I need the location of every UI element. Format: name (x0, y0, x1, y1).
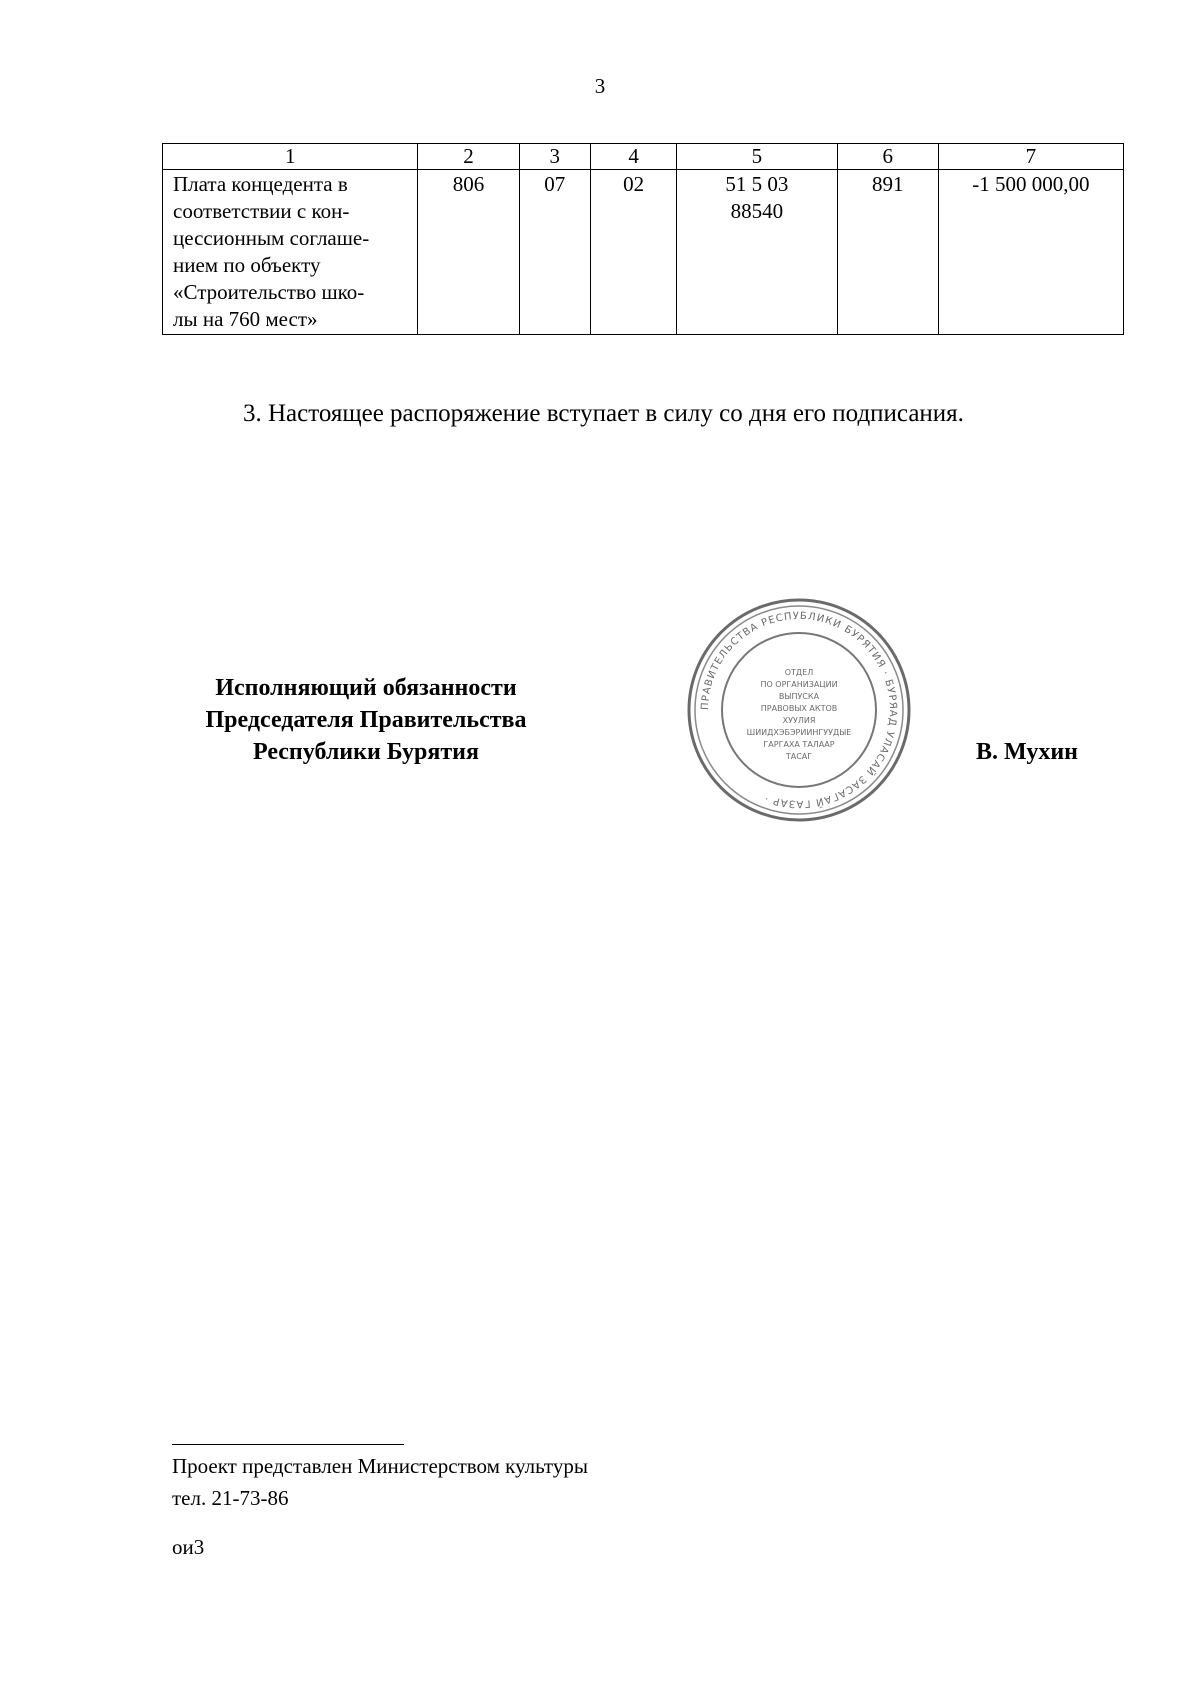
footnote-line: тел. 21-73-86 (172, 1486, 289, 1510)
row-name-cell (163, 170, 418, 335)
subsection-code-cell: 02 (591, 170, 677, 335)
column-header-4: 4 (591, 144, 677, 170)
ministry-code-cell: 806 (418, 170, 519, 335)
signer-title-line: Исполняющий обязанности (215, 675, 517, 701)
seal-inner-line: ПРАВОВЫХ АКТОВ (760, 704, 838, 713)
seal-inner-line: ОТДЕЛ (784, 668, 814, 677)
page-number: 3 (594, 74, 606, 98)
signer-title-line: Председателя Правительства (205, 707, 527, 733)
document-code: ои3 (172, 1535, 205, 1559)
signer-title-line: Республики Бурятия (252, 739, 479, 765)
budget-table (162, 143, 1124, 335)
seal-inner-line: ТАСАГ (785, 752, 813, 761)
signer-title (166, 672, 566, 768)
column-header-3: 3 (519, 144, 590, 170)
seal-outer-text: ПРАВИТЕЛЬСТВА РЕСПУБЛИКИ БУРЯТИЯ · БУРЯАД УЛАСАЙ ЗАСАГАЙ ГАЗАР · (699, 610, 899, 810)
clause-paragraph: 3. Настоящее распоряжение вступает в силу со дня его подписания. (243, 400, 964, 427)
seal-inner-line: ХУУЛИЯ (782, 716, 816, 725)
seal-inner-line: ВЫПУСКА (778, 692, 820, 701)
target-article-line: 51 5 03 (725, 172, 789, 196)
seal-inner-line: ШИИДХЭБЭРИИНГУУДЫЕ (746, 728, 852, 737)
amount-cell: -1 500 000,00 (938, 170, 1123, 335)
target-article-line: 88540 (730, 199, 784, 223)
seal-inner-line: ПО ОРГАНИЗАЦИИ (760, 680, 838, 689)
signer-name: В. Мухин (976, 739, 1078, 765)
seal-inner-line: ГАРГАХА ТАЛААР (763, 740, 835, 749)
table-row (163, 170, 1124, 335)
section-code-cell: 07 (519, 170, 590, 335)
row-name-line: лы на 760 мест» (173, 307, 318, 331)
column-header-7: 7 (938, 144, 1123, 170)
row-name-line: «Строительство шко- (173, 280, 365, 304)
column-header-5: 5 (677, 144, 837, 170)
expense-type-cell: 891 (837, 170, 938, 335)
column-header-6: 6 (837, 144, 938, 170)
row-name-line: нием по объекту (173, 253, 321, 277)
footnote-line: Проект представлен Министерством культуры (172, 1454, 588, 1478)
row-name-line: Плата концедента в (173, 172, 348, 196)
footnote (172, 1450, 588, 1514)
column-header-1: 1 (163, 144, 418, 170)
target-article-cell (677, 170, 837, 335)
official-seal (685, 596, 913, 824)
table-header-row (163, 144, 1124, 170)
footnote-divider (172, 1444, 404, 1445)
row-name-line: соответствии с кон- (173, 199, 350, 223)
row-name-line: цессионным соглаше- (173, 226, 370, 250)
column-header-2: 2 (418, 144, 519, 170)
